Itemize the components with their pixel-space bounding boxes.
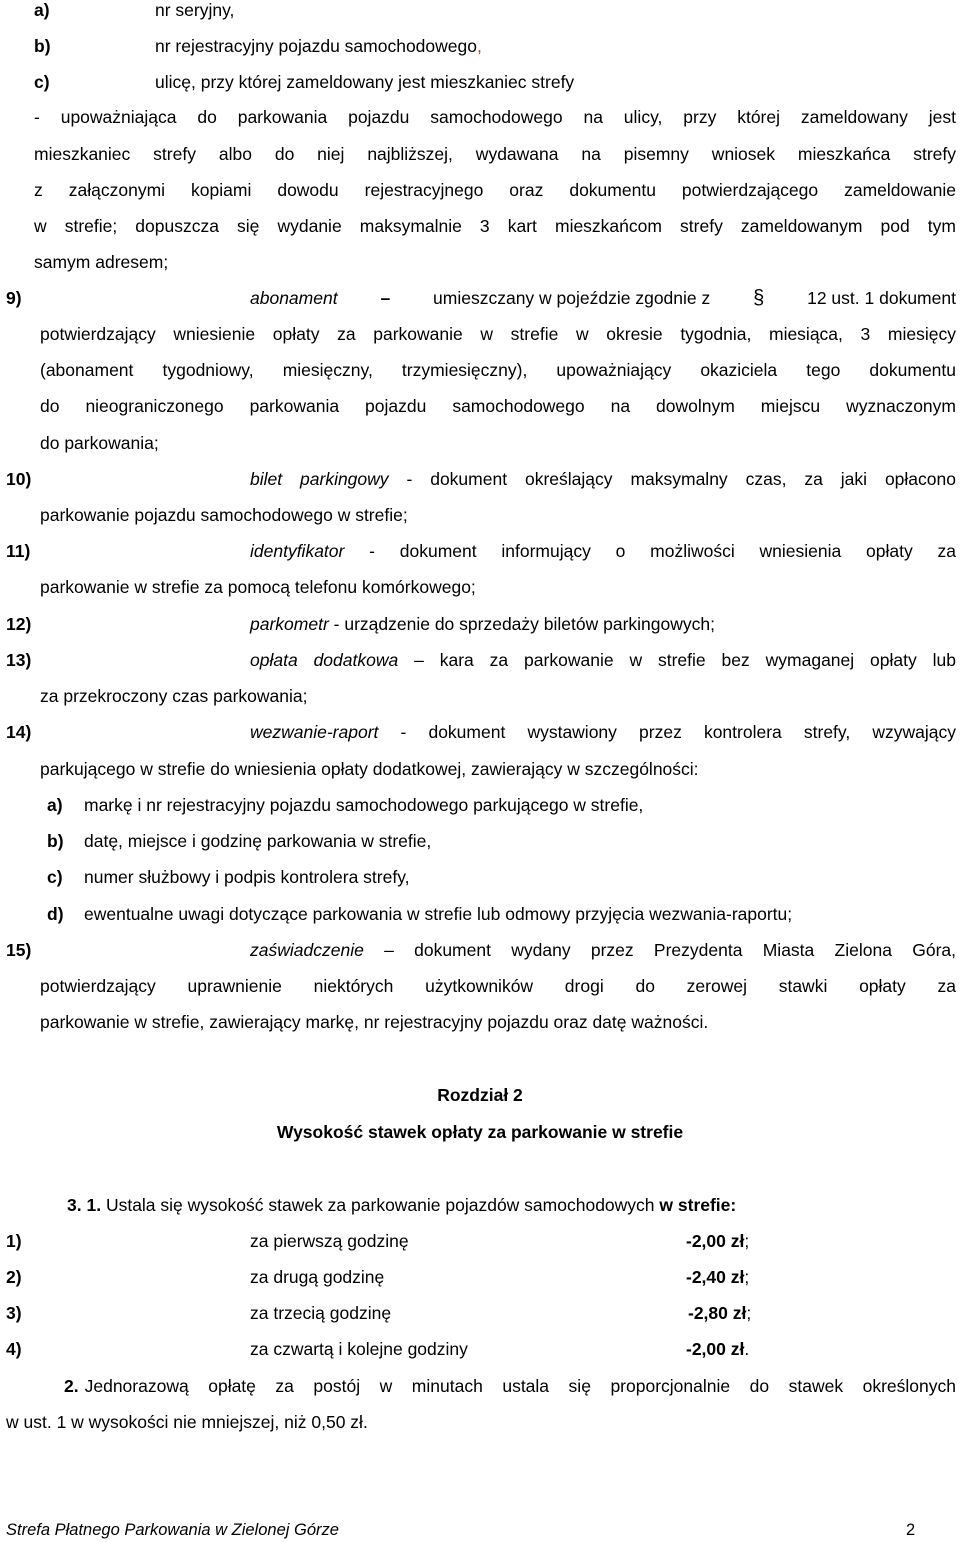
definition-number: 9) [6, 288, 22, 308]
definition-line: parkowanie w strefie, zawierający markę, nr rejestracyjny pojazdu oraz datę ważności. [40, 1012, 709, 1032]
paragraph-line: w strefie; dopuszcza się wydanie maksymalnie 3 kart mieszkańcom strefy zameldowanym pod tym [34, 216, 956, 236]
rate-label: za pierwszą godzinę [250, 1231, 409, 1251]
paragraph-line: - upoważniająca do parkowania pojazdu samochodowego na ulicy, przy której zameldowany jest [34, 107, 956, 127]
definition-first-line: opłata dodatkowa – kara za parkowanie w strefie bez wymaganej opłaty lub [250, 650, 956, 670]
sub-item-label: d) [47, 904, 64, 924]
definition-number: 15) [6, 940, 32, 960]
rate-amount: -2,00 zł; [686, 1231, 750, 1251]
item-text: ulicę, przy której zameldowany jest mieszkaniec strefy [155, 72, 575, 92]
definition-term: identyfikator [250, 541, 345, 561]
definition-first-line: abonament – umieszczany w pojeździe zgodnie z § 12 ust. 1 dokument [250, 287, 956, 309]
sub-item-label: b) [47, 831, 64, 851]
section-paragraph-line: w ust. 1 w wysokości nie mniejszej, niż 0,50 zł. [6, 1412, 368, 1432]
definition-term: zaświadczenie [250, 940, 364, 960]
definition-term: abonament [250, 288, 338, 308]
paragraph-line: mieszkaniec strefy albo do niej najbliższej, wydawana na pisemny wniosek mieszkańca strefy [34, 144, 956, 164]
paragraph-line: z załączonymi kopiami dowodu rejestracyjnego oraz dokumentu potwierdzającego zameldowanie [34, 180, 956, 200]
definition-first-line: identyfikator - dokument informujący o możliwości wniesienia opłaty za [250, 541, 956, 561]
definition-term: opłata dodatkowa [250, 650, 399, 670]
definition-term: bilet parkingowy [250, 469, 389, 489]
definition-line: parkowanie pojazdu samochodowego w strefie; [40, 505, 408, 525]
chapter-title: Rozdział 2 [437, 1085, 523, 1105]
rate-number: 3) [6, 1303, 22, 1323]
rate-label: za drugą godzinę [250, 1267, 385, 1287]
chapter-subtitle: Wysokość stawek opłaty za parkowanie w strefie [276, 1122, 684, 1142]
sub-item-label: a) [47, 795, 63, 815]
rate-amount: -2,40 zł; [686, 1267, 750, 1287]
item-text: nr rejestracyjny pojazdu samochodowego, [155, 36, 482, 56]
rate-number: 1) [6, 1231, 22, 1251]
rate-label: za trzecią godzinę [250, 1303, 392, 1323]
definition-line: parkującego w strefie do wniesienia opłaty dodatkowej, zawierający w szczególności: [40, 759, 699, 779]
rate-number: 4) [6, 1339, 22, 1359]
page-number: 2 [906, 1521, 916, 1539]
definition-first-line: parkometr - urządzenie do sprzedaży biletów parkingowych; [250, 614, 715, 634]
definition-number: 10) [6, 469, 32, 489]
sub-item-text: ewentualne uwagi dotyczące parkowania w strefie lub odmowy przyjęcia wezwania-raportu; [84, 904, 793, 924]
definition-number: 14) [6, 722, 32, 742]
definition-line: za przekroczony czas parkowania; [40, 686, 308, 706]
definition-number: 13) [6, 650, 32, 670]
section-number: 3. 1. [67, 1195, 102, 1215]
paragraph-line: samym adresem; [34, 252, 169, 272]
definition-term: parkometr [250, 614, 329, 634]
rate-amount: -2,80 zł; [688, 1303, 752, 1323]
definition-line: do parkowania; [40, 433, 159, 453]
sub-item-label: c) [47, 867, 63, 887]
definition-first-line: wezwanie-raport - dokument wystawiony przez kontrolera strefy, wzywający [250, 722, 956, 742]
definition-number: 11) [6, 541, 31, 561]
definition-line: potwierdzający uprawnienie niektórych użytkowników drogi do zerowej stawki opłaty za [40, 976, 956, 996]
definition-first-line: bilet parkingowy - dokument określający maksymalny czas, za jaki opłacono [250, 469, 956, 489]
footer-title: Strefa Płatnego Parkowania w Zielonej Górze [6, 1521, 339, 1539]
definition-line: do nieograniczonego parkowania pojazdu samochodowego na dowolnym miejscu wyznaczonym [40, 396, 956, 416]
definition-line: parkowanie w strefie za pomocą telefonu komórkowego; [40, 577, 476, 597]
definition-line: potwierdzający wniesienie opłaty za parkowanie w strefie w okresie tygodnia, miesiąca, 3 miesięcy [40, 324, 956, 344]
paragraph-sign: § [753, 287, 765, 309]
definition-number: 12) [6, 614, 32, 634]
dash: – [380, 288, 391, 308]
sub-item-text: datę, miejsce i godzinę parkowania w strefie, [84, 831, 432, 851]
rate-number: 2) [6, 1267, 22, 1287]
item-label: b) [34, 36, 51, 56]
item-label: a) [34, 0, 50, 20]
section-intro: 3. 1. Ustala się wysokość stawek za parkowanie pojazdów samochodowych w strefie: [67, 1195, 737, 1215]
definition-line: (abonament tygodniowy, miesięczny, trzymiesięczny), upoważniający okaziciela tego dokumentu [40, 360, 956, 380]
item-text: nr seryjny, [155, 0, 235, 20]
sub-item-text: markę i nr rejestracyjny pojazdu samochodowego parkującego w strefie, [84, 795, 644, 815]
rate-label: za czwartą i kolejne godziny [250, 1339, 468, 1359]
section-paragraph-number: 2. [64, 1376, 79, 1396]
rate-amount: -2,00 zł. [686, 1339, 750, 1359]
item-label: c) [34, 72, 50, 92]
sub-item-text: numer służbowy i podpis kontrolera strefy, [84, 867, 410, 887]
definition-term: wezwanie-raport [250, 722, 379, 742]
definition-first-line: zaświadczenie – dokument wydany przez Prezydenta Miasta Zielona Góra, [250, 940, 956, 960]
section-paragraph-first: 2. Jednorazową opłatę za postój w minutach ustala się proporcjonalnie do stawek określonych [64, 1376, 956, 1396]
